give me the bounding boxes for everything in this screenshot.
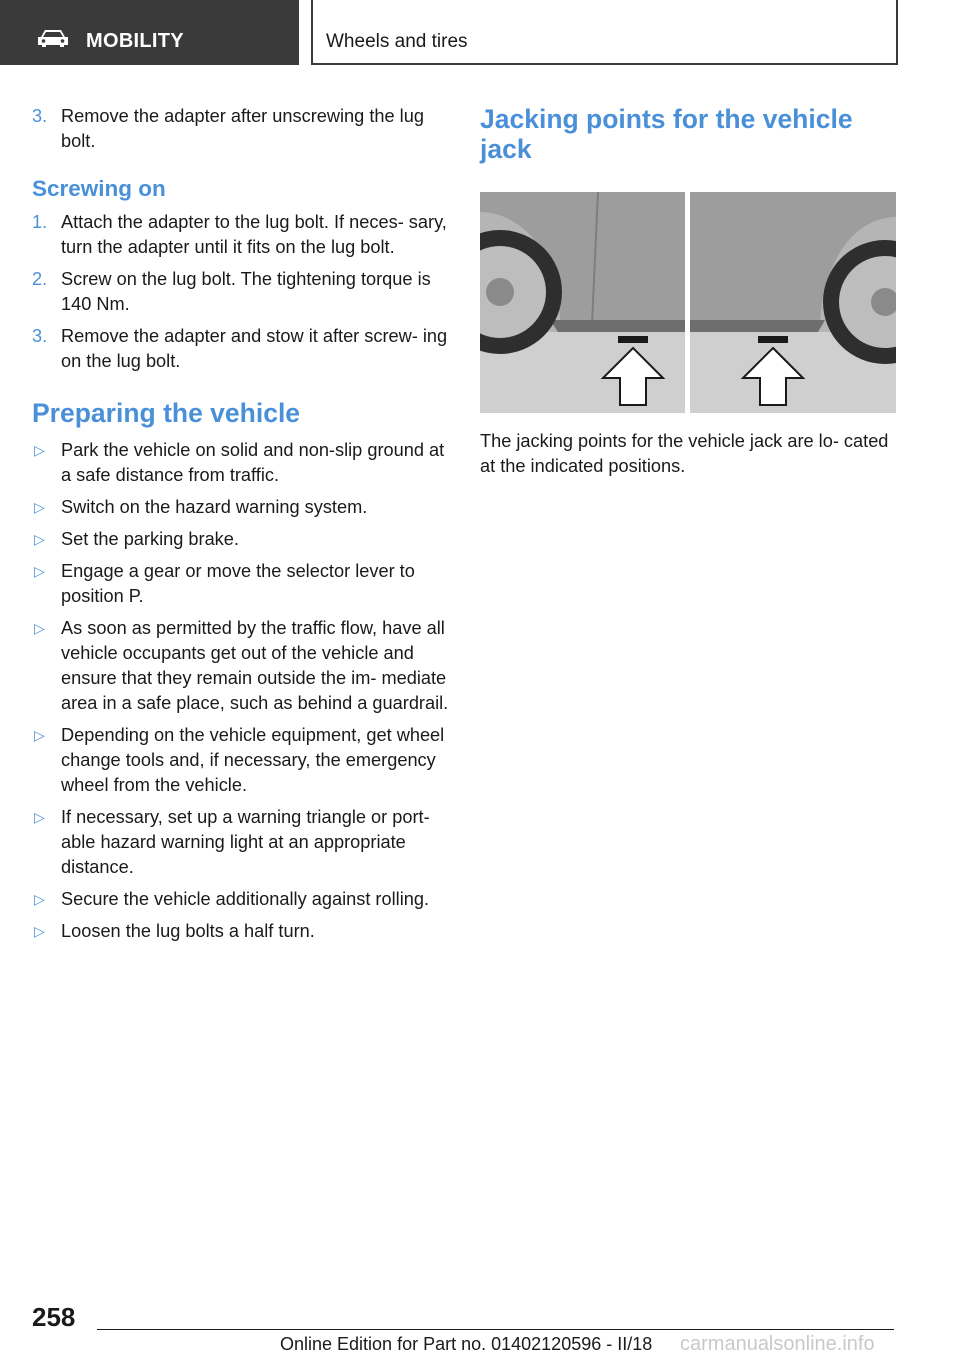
triangle-bullet-icon: ▷ [34, 727, 45, 743]
section-heading-jacking-points: Jacking points for the vehicle jack [480, 104, 853, 164]
bullet-text: Park the vehicle on solid and non-slip ground at a safe distance from traffic. [61, 440, 445, 485]
chapter-title: Wheels and tires [326, 31, 468, 52]
triangle-bullet-icon: ▷ [34, 499, 45, 515]
list-item [32, 267, 450, 317]
list-item [32, 527, 450, 552]
left-column [32, 104, 450, 951]
bullet-text: If necessary, set up a warning triangle or port- able hazard warning light at an appropriate distance. [61, 807, 430, 877]
list-item [32, 438, 450, 488]
chapter-header [311, 0, 898, 65]
triangle-bullet-icon: ▷ [34, 531, 45, 547]
section-tab [0, 0, 299, 65]
list-item [32, 723, 450, 798]
list-item [32, 324, 450, 374]
jacking-points-figure [480, 192, 896, 413]
list-item [32, 919, 450, 944]
figure-caption: The jacking points for the vehicle jack are lo- cated at the indicated positions. [480, 431, 889, 476]
page-number: 258 [32, 1302, 76, 1332]
bullet-text: As soon as permitted by the traffic flow, have all vehicle occupants get out of the vehicle and ensure that they remain outside the im- mediate area in a safe place, such as behind a guardrail. [61, 618, 449, 713]
step-number: 1. [32, 212, 48, 232]
footer-divider [97, 1329, 894, 1330]
bullet-text: Depending on the vehicle equipment, get wheel change tools and, if necessary, the emergency wheel from the vehicle. [61, 725, 445, 795]
section-label: MOBILITY [86, 30, 184, 52]
triangle-bullet-icon: ▷ [34, 891, 45, 907]
step-number: 2. [32, 269, 48, 289]
section-heading-screwing-on: Screwing on [32, 176, 166, 201]
watermark: carmanualsonline.info [680, 1333, 875, 1355]
bullet-text: Loosen the lug bolts a half turn. [61, 921, 315, 941]
list-item [32, 559, 450, 609]
step-number: 3. [32, 106, 48, 126]
list-item [32, 210, 450, 260]
edition-text: Online Edition for Part no. 01402120596 - II/18 [280, 1334, 653, 1354]
step-text: Screw on the lug bolt. The tightening torque is 140 Nm. [61, 269, 431, 314]
list-item [32, 616, 450, 716]
jacking-points-illustration [480, 192, 896, 413]
triangle-bullet-icon: ▷ [34, 620, 45, 636]
list-item [32, 805, 450, 880]
step-text: Remove the adapter after unscrewing the lug bolt. [61, 106, 424, 151]
list-item [32, 887, 450, 912]
triangle-bullet-icon: ▷ [34, 923, 45, 939]
bullet-text: Engage a gear or move the selector lever to position P. [61, 561, 415, 606]
triangle-bullet-icon: ▷ [34, 809, 45, 825]
bullet-text: Switch on the hazard warning system. [61, 497, 368, 517]
section-heading-preparing: Preparing the vehicle [32, 398, 301, 428]
triangle-bullet-icon: ▷ [34, 442, 45, 458]
step-number: 3. [32, 326, 48, 346]
step-text: Remove the adapter and stow it after screw- ing on the lug bolt. [61, 326, 448, 371]
bullet-text: Secure the vehicle additionally against rolling. [61, 889, 430, 909]
triangle-bullet-icon: ▷ [34, 563, 45, 579]
car-icon [36, 28, 70, 48]
right-column [480, 104, 896, 479]
list-item [32, 104, 450, 154]
list-item [32, 495, 450, 520]
bullet-text: Set the parking brake. [61, 529, 239, 549]
step-text: Attach the adapter to the lug bolt. If neces- sary, turn the adapter until it fits on the lug bolt. [61, 212, 447, 257]
